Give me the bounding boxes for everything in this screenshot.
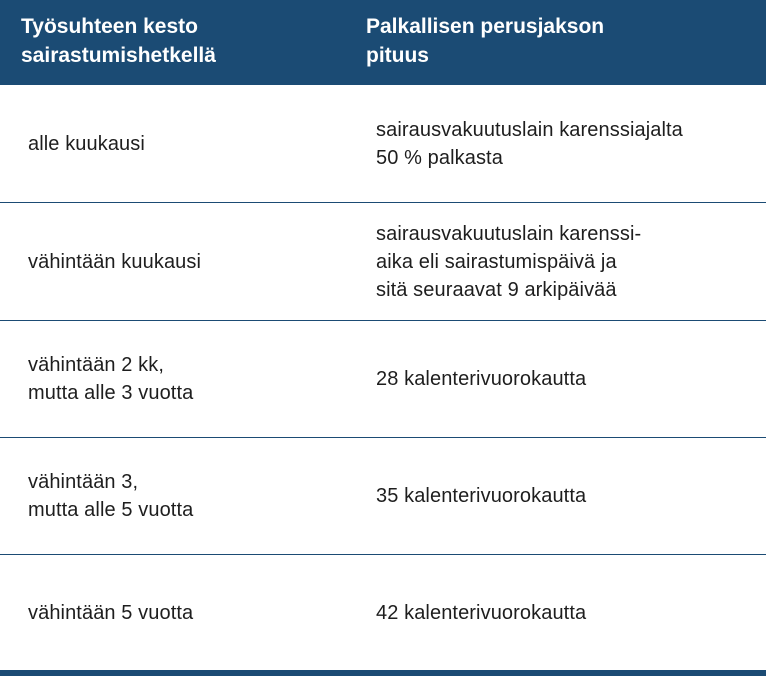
table-row — [0, 85, 766, 203]
row-duration: vähintään kuukausi — [28, 250, 202, 273]
row-period: 28 kalenterivuorokautta — [376, 368, 587, 390]
table-row — [0, 321, 766, 438]
header-period: Palkallisen perusjakson pituus — [366, 15, 605, 67]
table-row — [0, 555, 766, 670]
row-period: 35 kalenterivuorokautta — [376, 485, 587, 507]
header-duration: Työsuhteen kesto sairastumishetkellä — [21, 15, 216, 67]
table-row — [0, 203, 766, 321]
row-period: sairausvakuutuslain karenssiajalta 50 % palkasta — [376, 118, 683, 169]
table-header — [0, 0, 766, 85]
row-duration: alle kuukausi — [28, 132, 145, 155]
table-row — [0, 438, 766, 555]
row-duration: vähintään 5 vuotta — [28, 601, 194, 624]
row-duration: vähintään 3, mutta alle 5 vuotta — [28, 471, 194, 521]
row-period: sairausvakuutuslain karenssi- aika eli sairastumispäivä ja sitä seuraavat 9 arkipäivää — [376, 222, 642, 301]
table-bottom-rule — [0, 670, 766, 676]
row-duration: vähintään 2 kk, mutta alle 3 vuotta — [28, 354, 194, 404]
row-period: 42 kalenterivuorokautta — [376, 601, 587, 624]
